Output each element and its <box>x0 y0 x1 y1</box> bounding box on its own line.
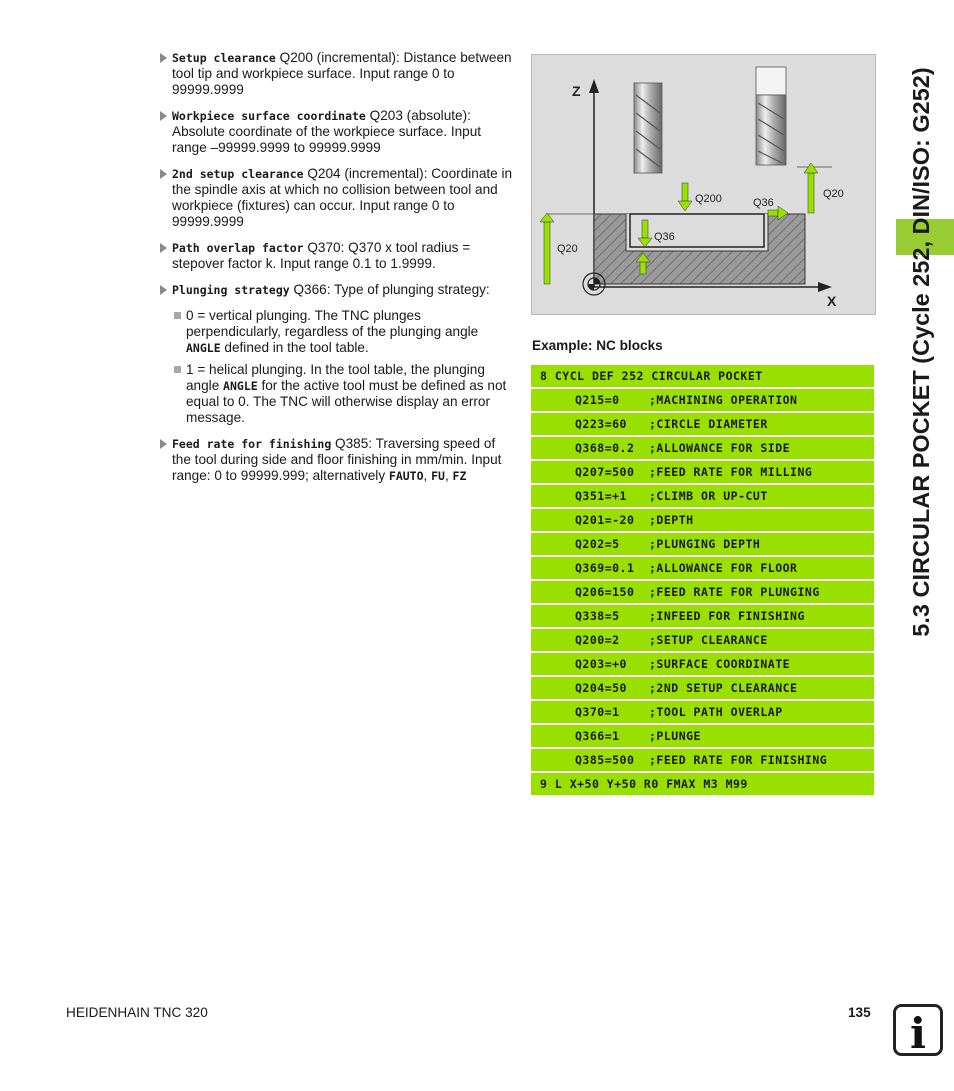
table-row <box>531 653 874 675</box>
table-row <box>531 677 874 699</box>
table-row <box>531 581 874 603</box>
plunge-option-vertical <box>158 308 513 356</box>
param-workpiece-surface <box>158 108 513 156</box>
param-2nd-setup-clearance <box>158 166 513 230</box>
table-row <box>531 413 874 435</box>
plunge-option-helical <box>158 362 513 426</box>
nc-param: Q202=5 <box>575 537 620 551</box>
nc-comment: ;CIRCLE DIAMETER <box>649 417 768 431</box>
nc-blocks-table <box>531 365 874 797</box>
option-code: ANGLE <box>223 379 258 393</box>
nc-comment: ;2ND SETUP CLEARANCE <box>649 681 798 695</box>
param-path-overlap <box>158 240 513 272</box>
param-code: Setup clearance <box>172 51 276 65</box>
triangle-bullet-icon <box>160 111 167 121</box>
nc-param: Q385=500 <box>575 753 635 767</box>
nc-footer: 9 L X+50 Y+50 R0 FMAX M3 M99 <box>540 777 748 791</box>
param-text: Q203 (absolute): Absolute coordinate of the workpiece surface. Input range –99999.9999 to 99999.9999 <box>172 108 482 155</box>
param-feed-finishing <box>158 436 513 484</box>
param-setup-clearance <box>158 50 513 98</box>
table-row <box>531 485 874 507</box>
parameter-list <box>158 50 513 494</box>
nc-comment: ;CLIMB OR UP-CUT <box>649 489 768 503</box>
label-q200: Q200 <box>695 193 722 205</box>
nc-footer-row <box>531 773 874 795</box>
nc-param: Q368=0.2 <box>575 441 635 455</box>
table-row <box>531 725 874 747</box>
nc-comment: ;PLUNGING DEPTH <box>649 537 761 551</box>
triangle-bullet-icon <box>160 243 167 253</box>
nc-header-row <box>531 365 874 387</box>
option-text-before: 0 = vertical plunging. The TNC plunges perpendicularly, regardless of the plunging angle <box>186 308 479 339</box>
table-row <box>531 437 874 459</box>
nc-param: Q351=+1 <box>575 489 627 503</box>
nc-param: Q369=0.1 <box>575 561 635 575</box>
table-row <box>531 701 874 723</box>
nc-param: Q200=2 <box>575 633 620 647</box>
feed-option-fz: FZ <box>452 469 467 483</box>
table-row <box>531 389 874 411</box>
nc-comment: ;SURFACE COORDINATE <box>649 657 791 671</box>
table-row <box>531 605 874 627</box>
param-code: Feed rate for finishing <box>172 437 332 451</box>
nc-param: Q366=1 <box>575 729 620 743</box>
table-row <box>531 749 874 771</box>
param-code: Plunging strategy <box>172 283 290 297</box>
nc-param: Q201=-20 <box>575 513 635 527</box>
pocket-diagram-svg <box>532 55 875 314</box>
x-axis-label: X <box>827 293 837 309</box>
nc-comment: ;PLUNGE <box>649 729 701 743</box>
footer-product-name: HEIDENHAIN TNC 320 <box>66 1005 208 1020</box>
q20-left-arrow-icon <box>540 213 554 284</box>
option-text-before: 1 = helical plunging. In the tool table, the plunging angle <box>186 362 485 393</box>
label-q36-top: Q36 <box>753 197 774 209</box>
param-plunging-strategy <box>158 282 513 298</box>
q20-right-arrow-icon <box>804 163 818 213</box>
tool-left-icon <box>634 83 662 173</box>
nc-comment: ;TOOL PATH OVERLAP <box>649 705 783 719</box>
param-code: Workpiece surface coordinate <box>172 109 366 123</box>
nc-param: Q370=1 <box>575 705 620 719</box>
label-q36-inner: Q36 <box>654 231 675 243</box>
nc-param: Q207=500 <box>575 465 635 479</box>
section-title-vertical: 5.3 CIRCULAR POCKET (Cycle 252, DIN/ISO: G252) <box>908 67 934 637</box>
tool-right-icon <box>756 67 786 165</box>
example-title: Example: NC blocks <box>532 338 663 353</box>
param-code: Path overlap factor <box>172 241 304 255</box>
label-q20-left: Q20 <box>557 243 578 255</box>
param-text: Q204 (incremental): Coordinate in the spindle axis at which no collision between tool and workpiece (fixtures) can occur. Input range 0 to 99999.9999 <box>172 166 513 229</box>
nc-comment: ;FEED RATE FOR PLUNGING <box>649 585 820 599</box>
option-text-after: for the active tool must be defined as not equal to 0. The TNC will otherwise display an error message. <box>186 378 507 425</box>
label-q20-right: Q20 <box>823 188 844 200</box>
feed-option-fu: FU <box>431 469 445 483</box>
q200-arrow-icon <box>678 183 692 211</box>
nc-param: Q338=5 <box>575 609 620 623</box>
nc-comment: ;FEED RATE FOR MILLING <box>649 465 813 479</box>
nc-param: Q206=150 <box>575 585 635 599</box>
option-code: ANGLE <box>186 341 221 355</box>
nc-param: Q215=0 <box>575 393 620 407</box>
separator: , <box>423 468 432 483</box>
nc-param: Q223=60 <box>575 417 627 431</box>
option-text-after: defined in the tool table. <box>220 340 369 355</box>
pocket-diagram <box>531 54 876 315</box>
nc-param: Q203=+0 <box>575 657 627 671</box>
page-number: 135 <box>848 1005 871 1020</box>
nc-comment: ;FEED RATE FOR FINISHING <box>649 753 828 767</box>
square-bullet-icon <box>174 366 181 373</box>
triangle-bullet-icon <box>160 53 167 63</box>
table-row <box>531 461 874 483</box>
param-text: Q200 (incremental): Distance between tool tip and workpiece surface. Input range 0 to 99999.9999 <box>172 50 512 97</box>
table-row <box>531 629 874 651</box>
square-bullet-icon <box>174 312 181 319</box>
info-icon-glyph: i <box>910 1009 926 1056</box>
param-text: Q385: Traversing speed of the tool during side and floor finishing in mm/min. Input range: 0 to 99999.999; alternatively <box>172 436 502 483</box>
info-icon <box>893 1004 943 1056</box>
x-axis-arrow-icon <box>818 282 832 292</box>
z-axis-label: Z <box>572 83 581 99</box>
param-text: Q366: Type of plunging strategy: <box>289 282 490 297</box>
triangle-bullet-icon <box>160 285 167 295</box>
param-code: 2nd setup clearance <box>172 167 304 181</box>
param-text: Q370: Q370 x tool radius = stepover factor k. Input range 0.1 to 1.9999. <box>172 240 471 271</box>
table-row <box>531 533 874 555</box>
table-row <box>531 509 874 531</box>
feed-option-fauto: FAUTO <box>388 469 424 483</box>
table-row <box>531 557 874 579</box>
nc-comment: ;DEPTH <box>649 513 694 527</box>
nc-header: 8 CYCL DEF 252 CIRCULAR POCKET <box>540 369 763 383</box>
nc-comment: ;ALLOWANCE FOR FLOOR <box>649 561 798 575</box>
z-axis-arrow-icon <box>589 79 599 93</box>
separator: , <box>444 468 453 483</box>
nc-param: Q204=50 <box>575 681 627 695</box>
nc-comment: ;SETUP CLEARANCE <box>649 633 768 647</box>
triangle-bullet-icon <box>160 169 167 179</box>
nc-comment: ;ALLOWANCE FOR SIDE <box>649 441 791 455</box>
nc-comment: ;MACHINING OPERATION <box>649 393 798 407</box>
triangle-bullet-icon <box>160 439 167 449</box>
nc-comment: ;INFEED FOR FINISHING <box>649 609 805 623</box>
